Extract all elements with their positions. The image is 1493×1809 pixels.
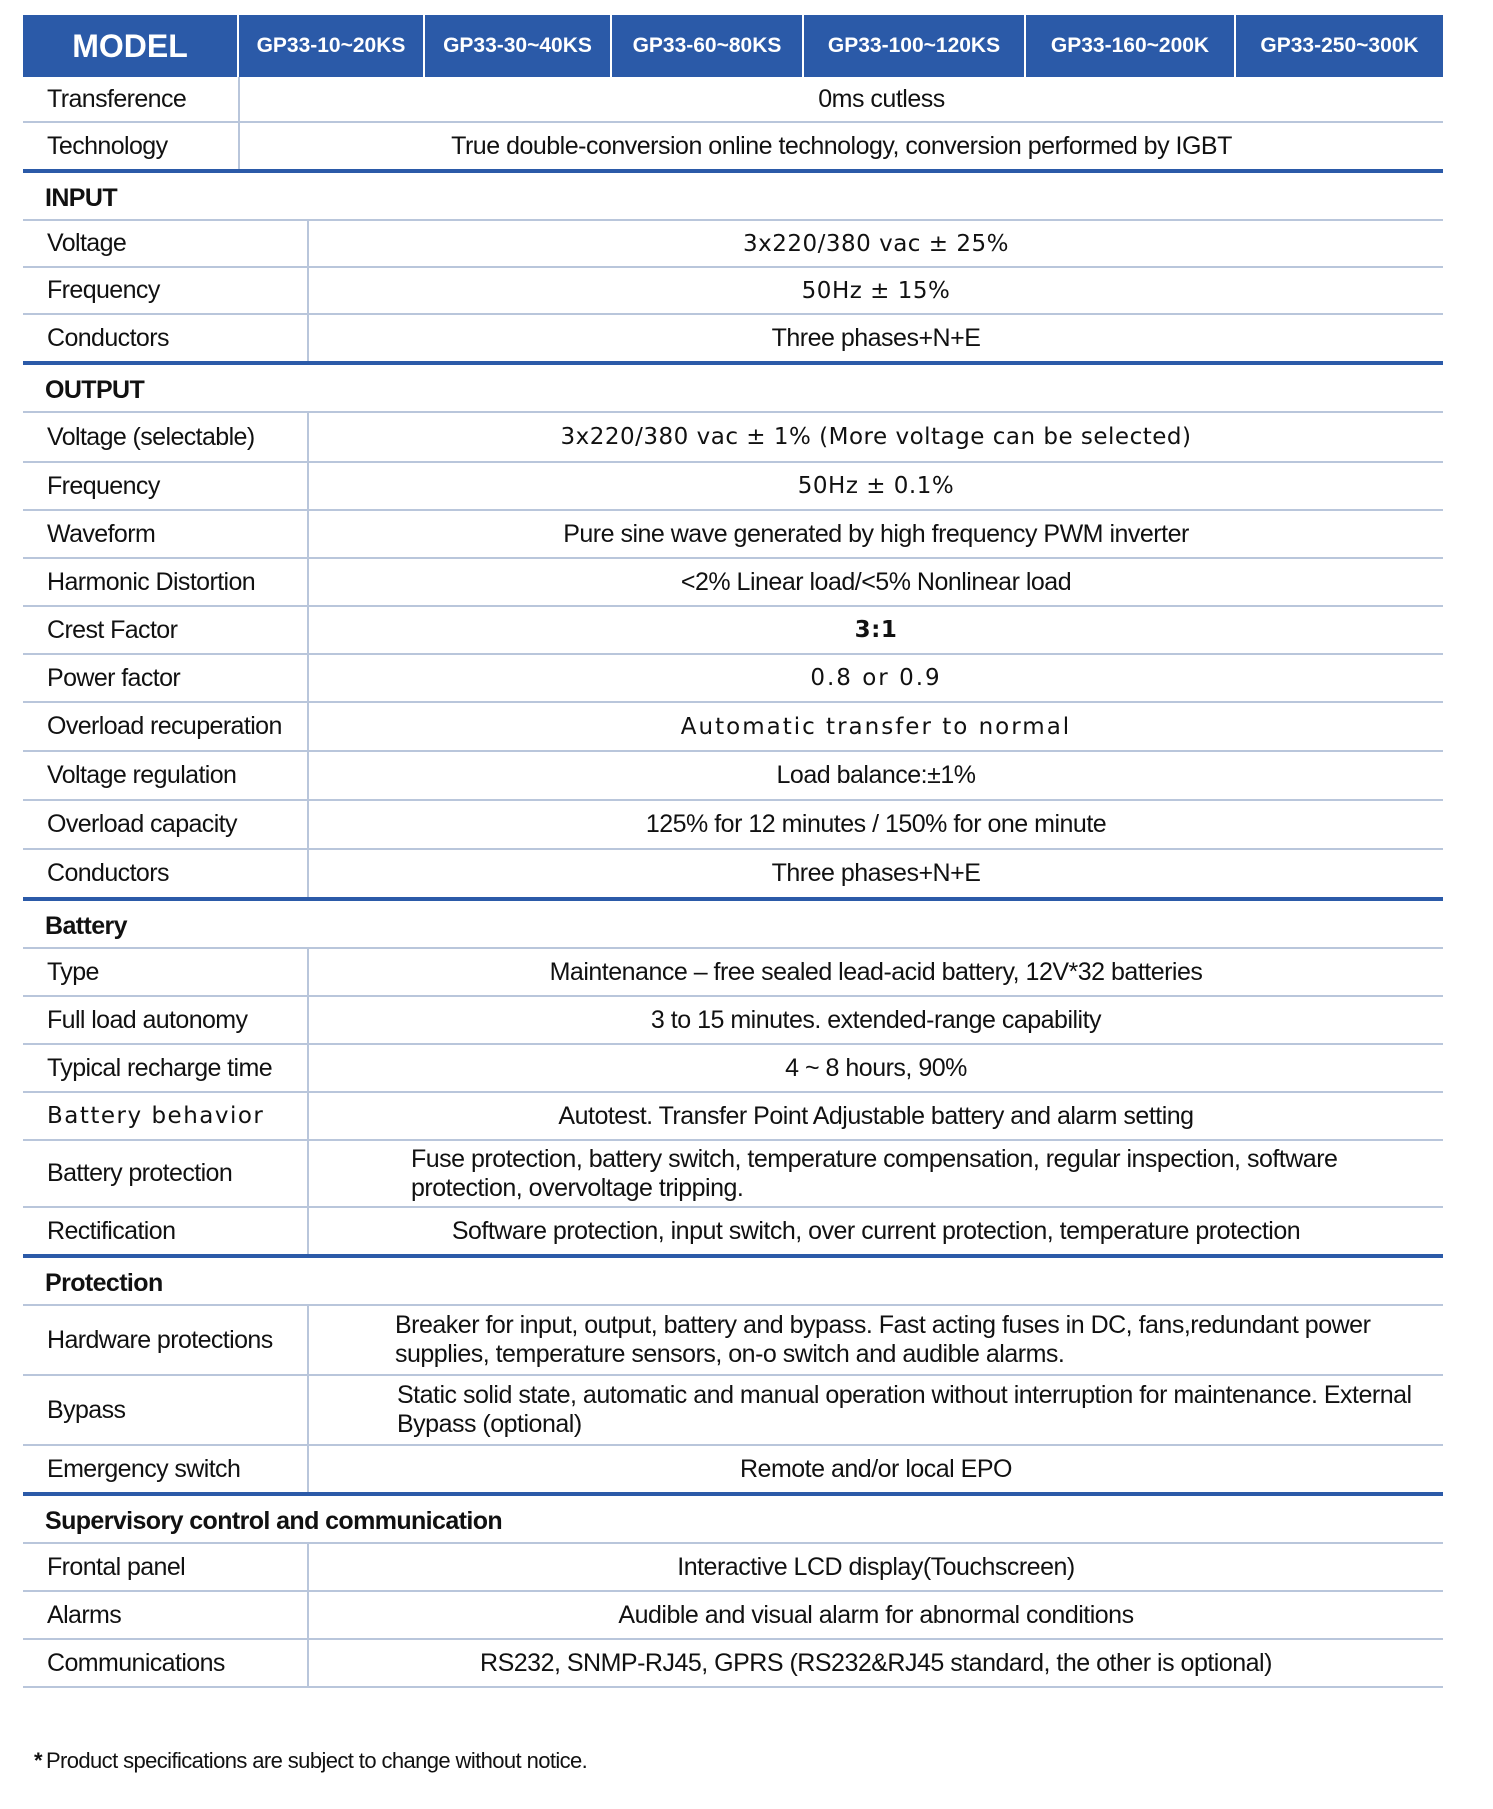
model-column-6: GP33-250~300K (1260, 34, 1419, 57)
row-label: Emergency switch (23, 1446, 309, 1492)
row-label: Full load autonomy (23, 997, 309, 1043)
row-label: Battery behavior (23, 1093, 309, 1139)
table-row (23, 559, 1443, 607)
row-value: 125% for 12 minutes / 150% for one minute (645, 810, 1107, 838)
row-value: 3 to 15 minutes. extended-range capability (650, 1005, 1102, 1034)
row-label: Voltage regulation (23, 752, 309, 799)
footnote (34, 1748, 587, 1774)
row-label: Crest Factor (23, 607, 309, 653)
table-row (23, 1446, 1443, 1492)
row-value: Automatic transfer to normal (680, 713, 1072, 740)
row-value: Three phases+N+E (771, 859, 981, 887)
table-row (23, 413, 1443, 463)
table-row (23, 1376, 1443, 1446)
row-value: <2% Linear load/<5% Nonlinear load (680, 567, 1072, 596)
row-label: Transference (23, 77, 240, 121)
row-value: Maintenance – free sealed lead-acid battery, 12V*32 batteries (549, 957, 1203, 986)
table-row (23, 1141, 1443, 1208)
table-row (23, 1208, 1443, 1254)
row-value: 50Hz ± 15% (801, 277, 951, 304)
model-header-row (23, 15, 1443, 77)
row-label: Frequency (23, 463, 309, 509)
row-value: Fuse protection, battery switch, temperature compensation, regular inspection, software protection, overvoltage tripping. (411, 1144, 1338, 1202)
table-row (23, 607, 1443, 655)
section-title-protection: Protection (23, 1258, 1443, 1306)
section-title-output: OUTPUT (23, 365, 1443, 413)
row-label: Overload recuperation (23, 703, 309, 750)
table-row (23, 949, 1443, 997)
row-value: Interactive LCD display(Touchscreen) (677, 1552, 1075, 1581)
row-value: 50Hz ± 0.1% (797, 473, 955, 499)
table-row (23, 997, 1443, 1045)
model-column-5: GP33-160~200K (1026, 15, 1236, 77)
row-label: Bypass (23, 1376, 309, 1444)
table-row (23, 850, 1443, 897)
model-column-3: GP33-60~80KS (612, 15, 804, 77)
row-value: Pure sine wave generated by high frequency PWM inverter (563, 519, 1189, 548)
row-value: 0.8 or 0.9 (810, 665, 942, 691)
table-row-technology (23, 123, 1443, 169)
table-row (23, 1544, 1443, 1592)
footnote-text: Product specifications are subject to change without notice. (45, 1748, 588, 1773)
row-label: Communications (23, 1640, 309, 1686)
row-label: Waveform (23, 511, 309, 557)
section-title-supervisory: Supervisory control and communication (23, 1496, 1443, 1544)
row-label: Voltage (23, 221, 309, 266)
table-row (23, 511, 1443, 559)
row-label: Rectification (23, 1208, 309, 1254)
row-label: Conductors (23, 315, 309, 361)
table-row (23, 1592, 1443, 1640)
row-value: True double-conversion online technology, conversion performed by IGBT (451, 131, 1232, 160)
row-label: Overload capacity (23, 801, 309, 848)
row-label: Power factor (23, 655, 309, 701)
row-label: Frontal panel (23, 1544, 309, 1590)
spec-sheet (23, 15, 1443, 1688)
row-label: Harmonic Distortion (23, 559, 309, 605)
table-row (23, 221, 1443, 268)
table-row (23, 703, 1443, 752)
table-row (23, 315, 1443, 361)
row-label: Technology (23, 123, 240, 169)
model-column-4: GP33-100~120KS (804, 15, 1026, 77)
row-label: Type (23, 949, 309, 995)
row-value: 3:1 (854, 617, 898, 643)
row-value: Audible and visual alarm for abnormal conditions (618, 1600, 1134, 1629)
table-row (23, 1093, 1443, 1141)
row-label: Typical recharge time (23, 1045, 309, 1091)
row-value: 3x220/380 vac ± 25% (743, 230, 1009, 257)
table-row (23, 268, 1443, 315)
table-row (23, 1640, 1443, 1688)
table-row (23, 1306, 1443, 1376)
row-value: Remote and/or local EPO (740, 1454, 1012, 1483)
row-value: Breaker for input, output, battery and bypass. Fast acting fuses in DC, fans,redundant power supplies, temperature sensors, on-o switch and audible alarms. (395, 1311, 1371, 1368)
model-column-2: GP33-30~40KS (425, 15, 612, 77)
model-label: MODEL (23, 15, 239, 77)
table-row (23, 801, 1443, 850)
footnote-marker: * (34, 1748, 42, 1773)
table-row (23, 655, 1443, 703)
row-value: Autotest. Transfer Point Adjustable battery and alarm setting (558, 1101, 1194, 1130)
row-label: Battery protection (23, 1141, 309, 1206)
row-value: 3x220/380 vac ± 1% (More voltage can be selected) (560, 424, 1192, 450)
row-value: Software protection, input switch, over current protection, temperature protection (451, 1216, 1301, 1245)
section-title-input: INPUT (23, 173, 1443, 221)
row-value: 4 ~ 8 hours, 90% (785, 1053, 967, 1082)
row-label: Alarms (23, 1592, 309, 1638)
row-label: Frequency (23, 268, 309, 313)
table-row-transference (23, 77, 1443, 123)
row-label: Conductors (23, 850, 309, 897)
table-row (23, 752, 1443, 801)
row-value: 0ms cutless (818, 84, 945, 113)
section-title-battery: Battery (23, 901, 1443, 949)
row-value: Load balance:±1% (776, 761, 976, 789)
table-row (23, 1045, 1443, 1093)
row-value: Static solid state, automatic and manual operation without interruption for maintenance. External Bypass (optional) (397, 1381, 1412, 1438)
row-value: Three phases+N+E (771, 323, 981, 352)
table-row (23, 463, 1443, 511)
row-label: Voltage (selectable) (23, 413, 309, 461)
row-value: RS232, SNMP-RJ45, GPRS (RS232&RJ45 standard, the other is optional) (480, 1648, 1272, 1677)
row-label: Hardware protections (23, 1306, 309, 1374)
model-column-1: GP33-10~20KS (239, 15, 425, 77)
